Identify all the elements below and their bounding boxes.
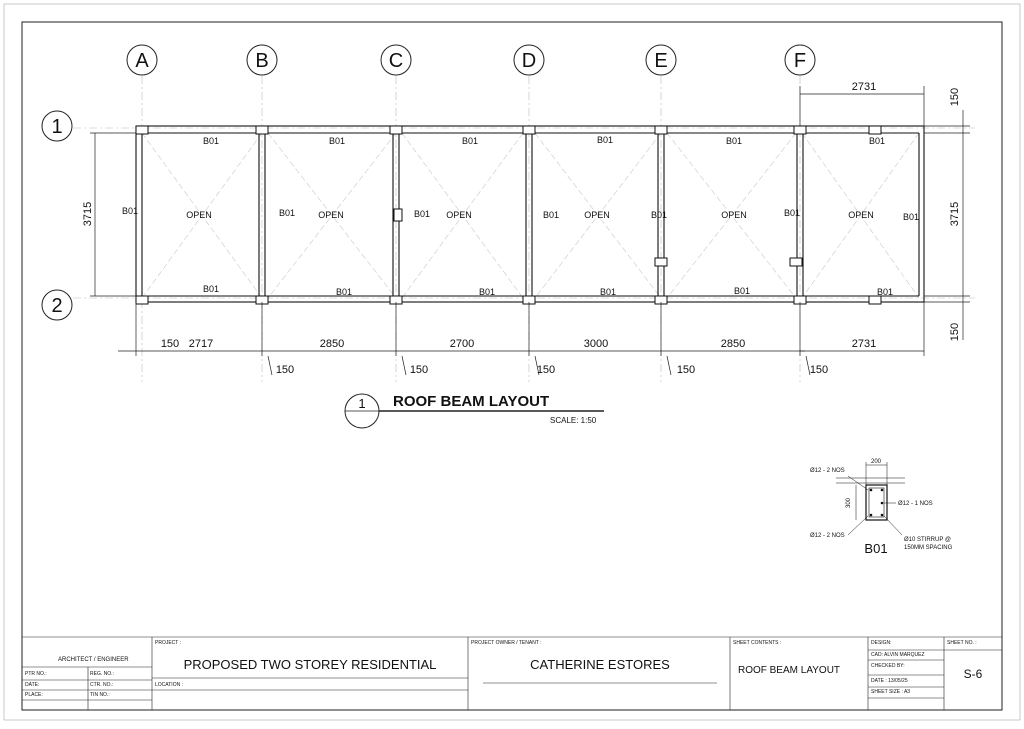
place-label: PLACE: (25, 692, 43, 698)
date-label: DATE: (25, 682, 40, 688)
beam-label: B01 (784, 208, 801, 218)
plan-labels (51, 50, 919, 317)
cad-label: CAD: ALVIN MARQUEZ (871, 652, 925, 658)
beam-label: B01 (329, 136, 346, 146)
beam-label: B01 (203, 136, 220, 146)
grid-label-2: 2 (51, 295, 63, 317)
dim-span-ef: 2850 (720, 338, 746, 350)
dim-left-span: 3715 (82, 201, 94, 227)
dim-offset: 150 (275, 364, 295, 376)
dim-edge-bottom: 150 (949, 322, 961, 342)
beam-label: B01 (651, 210, 668, 220)
open-label: OPEN (584, 210, 610, 220)
date-value: DATE : 13/05/25 (871, 678, 908, 684)
beam-label: B01 (543, 210, 560, 220)
sheet-number: S-6 (963, 667, 983, 681)
outer-border (4, 4, 1020, 720)
design-label: DESIGN: (871, 640, 892, 646)
ptr-label: PTR NO.: (25, 671, 47, 677)
architect-label: ARCHITECT / ENGINEER (58, 657, 129, 663)
beam-label: B01 (462, 136, 479, 146)
stirrup-spacing-note: 150MM SPACING (904, 545, 953, 551)
section-label: B01 (864, 541, 888, 556)
grid-label-e: E (654, 50, 668, 72)
mid-bar-note: Ø12 - 1 NOS (898, 501, 933, 507)
dim-offset: 150 (536, 364, 556, 376)
top-bars-note: Ø12 - 2 NOS (810, 468, 845, 474)
dim-offset: 150 (809, 364, 829, 376)
dim-offset: 150 (676, 364, 696, 376)
owner-label: PROJECT OWNER / TENANT : (471, 640, 542, 646)
dim-top: 2731 (851, 81, 877, 93)
grid-lines (73, 76, 975, 382)
section-depth: 300 (846, 497, 852, 509)
drawing-scale: SCALE: 1:50 (550, 416, 597, 425)
section-width: 200 (870, 459, 882, 465)
stirrup-note: Ø10 STIRRUP @ (904, 537, 951, 543)
dim-span-de: 3000 (583, 338, 609, 350)
sheet-contents-label: SHEET CONTENTS : (733, 640, 782, 646)
beam-label: B01 (734, 286, 751, 296)
beam-label: B01 (479, 287, 496, 297)
grid-label-f: F (793, 50, 807, 72)
open-label: OPEN (721, 210, 747, 220)
dim-first-offset: 150 (160, 338, 180, 350)
beam-label: B01 (726, 136, 743, 146)
column-posts (136, 126, 881, 304)
dim-span-bc: 2850 (319, 338, 345, 350)
beam-label: B01 (600, 287, 617, 297)
dim-span-f-end: 2731 (851, 338, 877, 350)
beam-label: B01 (279, 208, 296, 218)
open-label: OPEN (848, 210, 874, 220)
beam-label: B01 (869, 136, 886, 146)
beam-label: B01 (122, 206, 139, 216)
dim-right-span: 3715 (949, 201, 961, 227)
beam-label: B01 (414, 209, 431, 219)
beam-lines (136, 126, 924, 302)
owner-name: CATHERINE ESTORES (530, 657, 670, 672)
project-label: PROJECT : (155, 640, 182, 646)
grid-label-c: C (388, 50, 404, 72)
sheet-no-label: SHEET NO. : (947, 640, 977, 646)
dim-span-ab: 2717 (188, 338, 214, 350)
beam-detail-labels (810, 459, 953, 551)
grid-bubbles (42, 45, 815, 320)
beam-label: B01 (203, 284, 220, 294)
checked-label: CHECKED BY: (871, 663, 905, 669)
inner-border (22, 22, 1002, 710)
project-name: PROPOSED TWO STOREY RESIDENTIAL (183, 657, 437, 672)
dim-span-cd: 2700 (449, 338, 475, 350)
bottom-bars-note: Ø12 - 2 NOS (810, 533, 845, 539)
grid-label-1: 1 (51, 116, 63, 138)
title-block-lines (22, 637, 1002, 710)
location-label: LOCATION : (155, 682, 183, 688)
sheet-contents: ROOF BEAM LAYOUT (737, 665, 841, 676)
open-label: OPEN (186, 210, 212, 220)
open-label: OPEN (446, 210, 472, 220)
dim-offset: 150 (409, 364, 429, 376)
rebar-dots (870, 489, 884, 517)
dim-edge-top: 150 (949, 87, 961, 107)
beam-label: B01 (877, 287, 894, 297)
beam-label: B01 (903, 212, 920, 222)
sheet-size: SHEET SIZE : A3 (871, 689, 911, 695)
reg-label: REG. NO.: (90, 671, 114, 677)
ctr-label: CTR. NO.: (90, 682, 114, 688)
grid-label-d: D (521, 50, 537, 72)
detail-number: 1 (358, 396, 366, 411)
grid-label-a: A (135, 50, 149, 72)
beam-label: B01 (336, 287, 353, 297)
beam-label: B01 (597, 135, 614, 145)
dimension-labels (82, 81, 961, 376)
drawing-title: ROOF BEAM LAYOUT (393, 393, 550, 410)
grid-label-b: B (255, 50, 269, 72)
tin-label: TIN NO.: (90, 692, 110, 698)
open-label: OPEN (318, 210, 344, 220)
